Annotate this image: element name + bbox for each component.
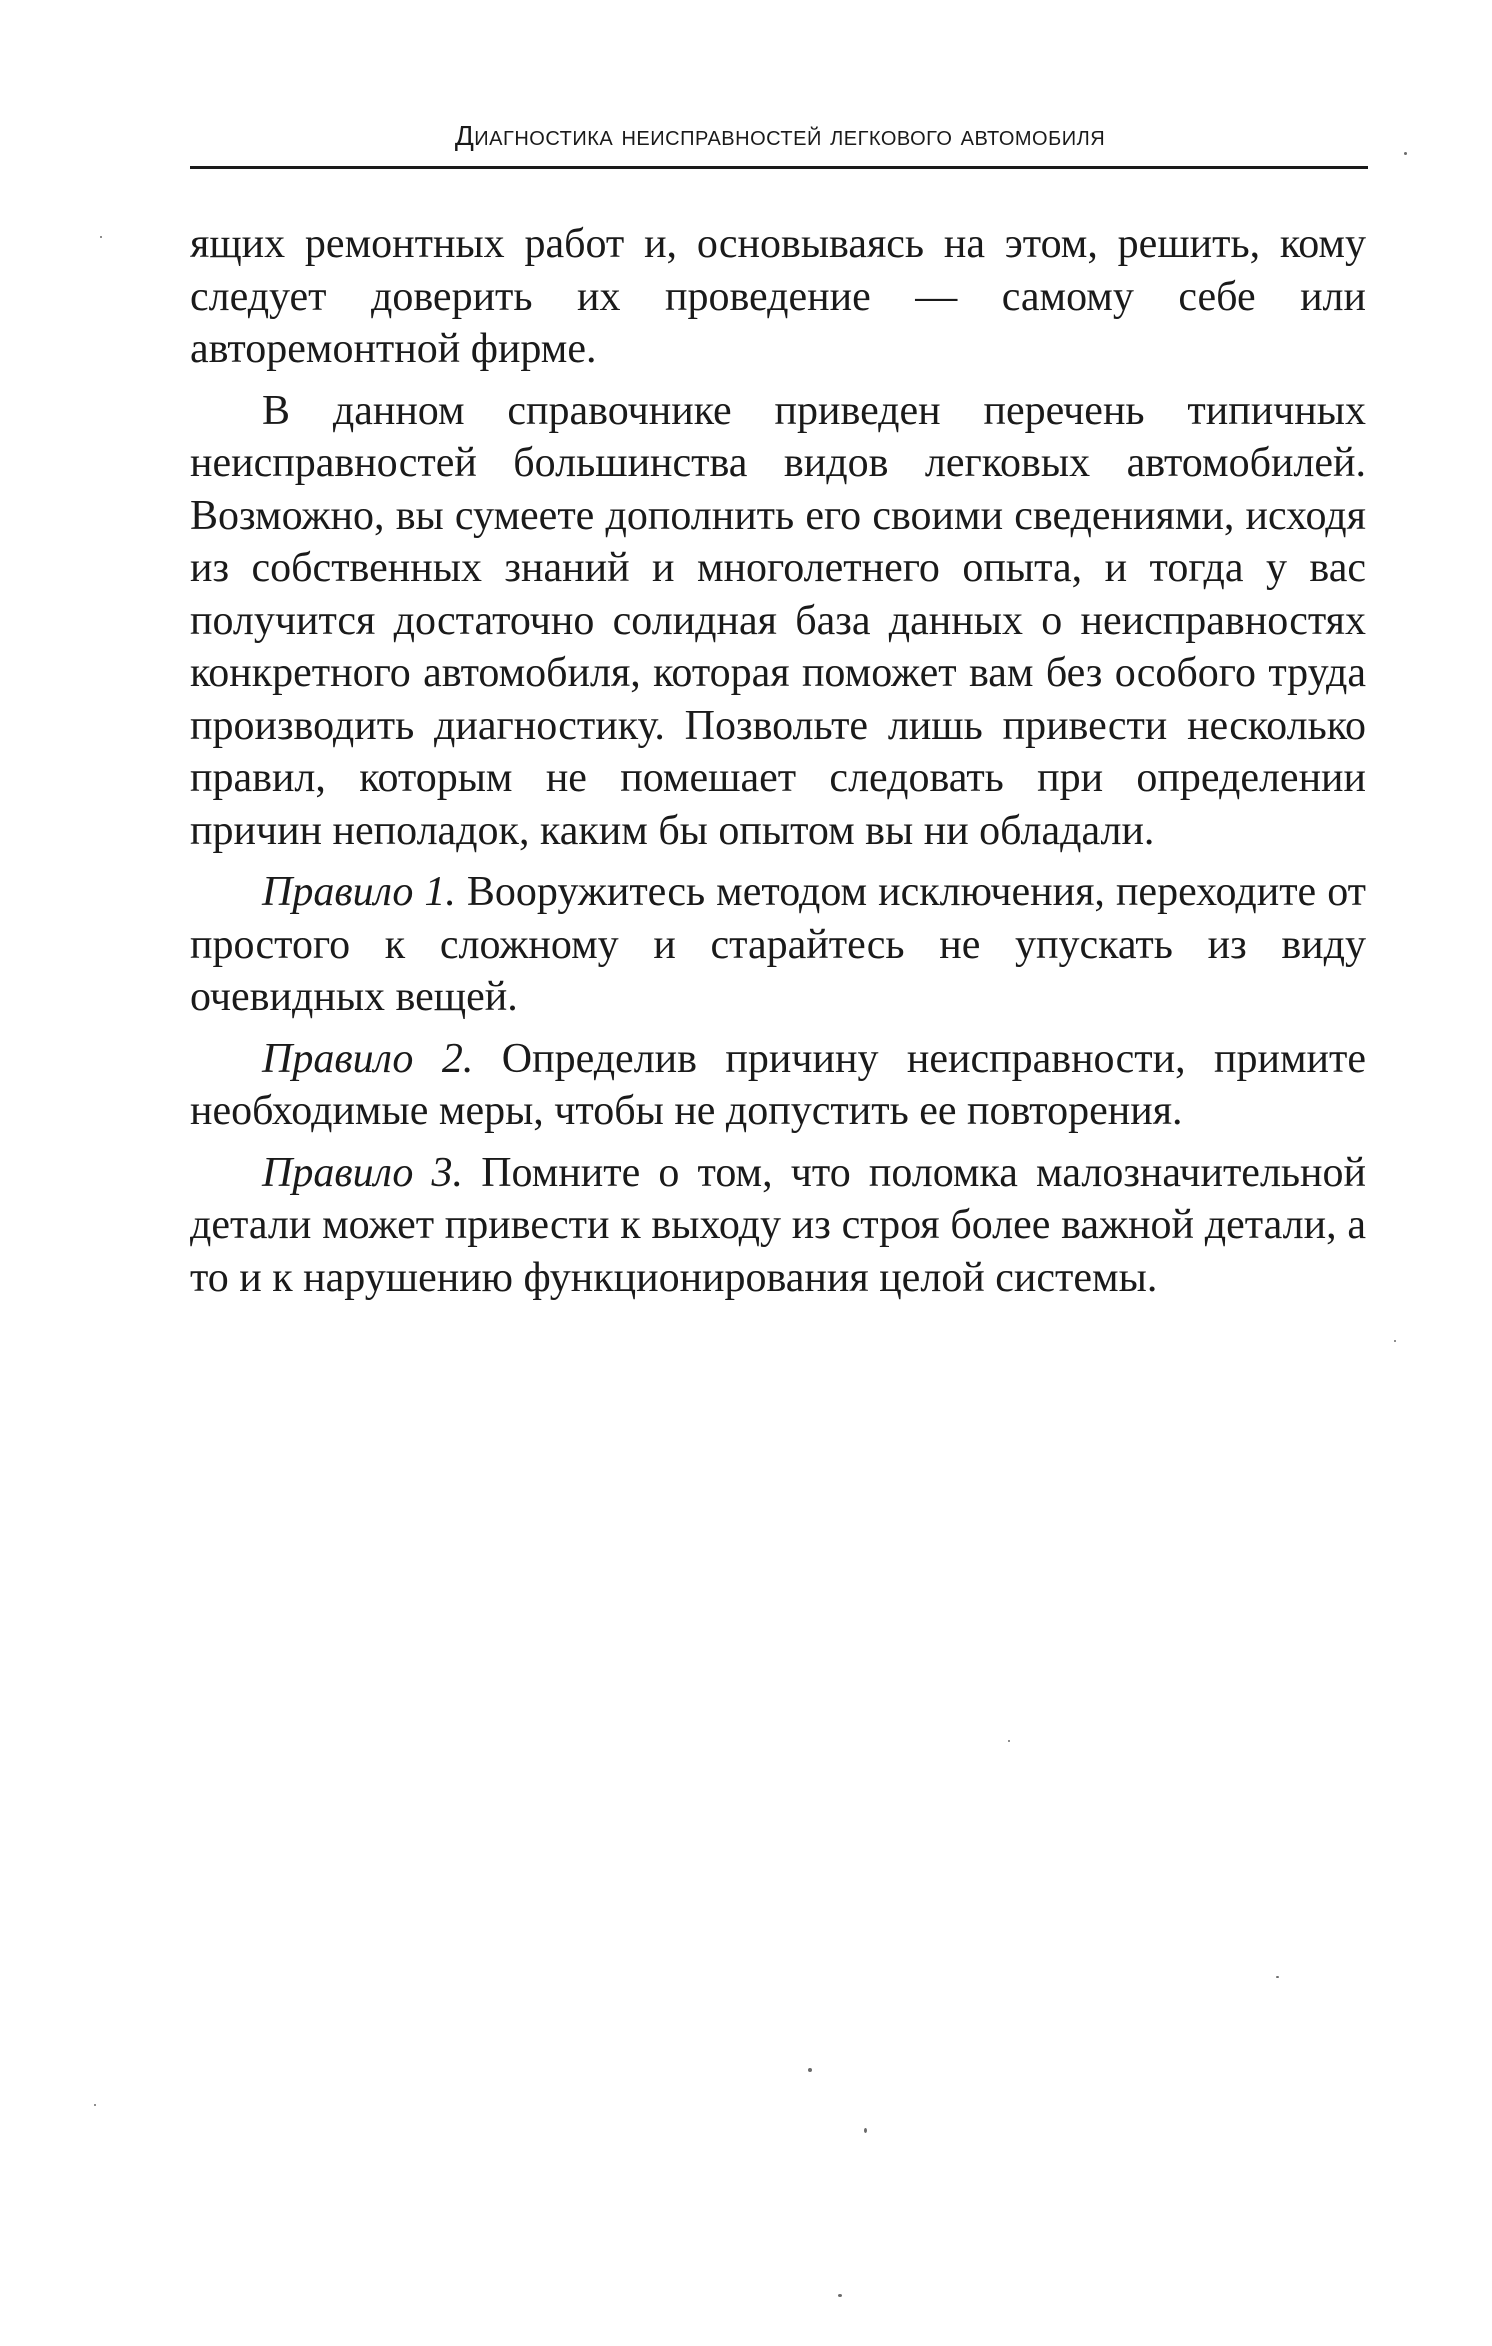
scan-speck: [1394, 1340, 1396, 1342]
paragraph-continuation: ящих ремонтных работ и, основываясь на этом, решить, кому следует доверить их проведение — самому себе или авторемонтной фирме.: [190, 221, 1366, 372]
running-header: [190, 120, 1370, 152]
rule-1-label: Правило 1.: [262, 869, 456, 915]
scan-speck: [1404, 152, 1407, 155]
rule-2-text: Определив причину неисправности, примите необходимые меры, чтобы не допустить ее повторения.: [190, 1035, 1367, 1134]
scan-speck: [100, 236, 102, 238]
scan-speck: [94, 2104, 96, 2106]
rule-2-label: Правило 2.: [262, 1035, 474, 1082]
scan-speck: [808, 2068, 812, 2072]
header-rule: [190, 166, 1368, 169]
scan-speck: [1276, 1976, 1279, 1978]
rule-3-label: Правило 3.: [262, 1149, 464, 1196]
rule-2: [190, 1033, 1366, 1138]
rule-1: [190, 866, 1366, 1024]
scan-speck: [864, 2128, 867, 2133]
rule-3: [190, 1147, 1366, 1305]
rule-1-text: Вооружитесь методом исключения, переходите от простого к сложному и старайтесь не упускать из виду очевидных вещей.: [190, 869, 1366, 1020]
scan-speck: [1008, 1740, 1010, 1742]
running-header-title: Диагностика неисправностей легкового автомобиля: [454, 120, 1106, 151]
body-text: [190, 218, 1366, 1313]
paragraph-intro: В данном справочнике приведен перечень типичных неисправностей большинства видов легковых автомобилей. Возможно, вы сумеете дополнить его своими сведениями, исходя из собственных знаний и многолетнего опыта, и тогда у вас получится достаточно солидная база данных о неисправностях конкретного автомобиля, которая поможет вам без особого труда производить диагностику. Позвольте лишь привести несколько правил, которым не помешает следовать при определении причин неполадок, каким бы опытом вы ни обладали.: [190, 387, 1366, 854]
scan-speck: [838, 2294, 842, 2297]
rule-3-text: Помните о том, что поломка малозначительной детали может привести к выходу из строя более важной детали, а то и к нарушению функционирования целой системы.: [190, 1149, 1367, 1301]
